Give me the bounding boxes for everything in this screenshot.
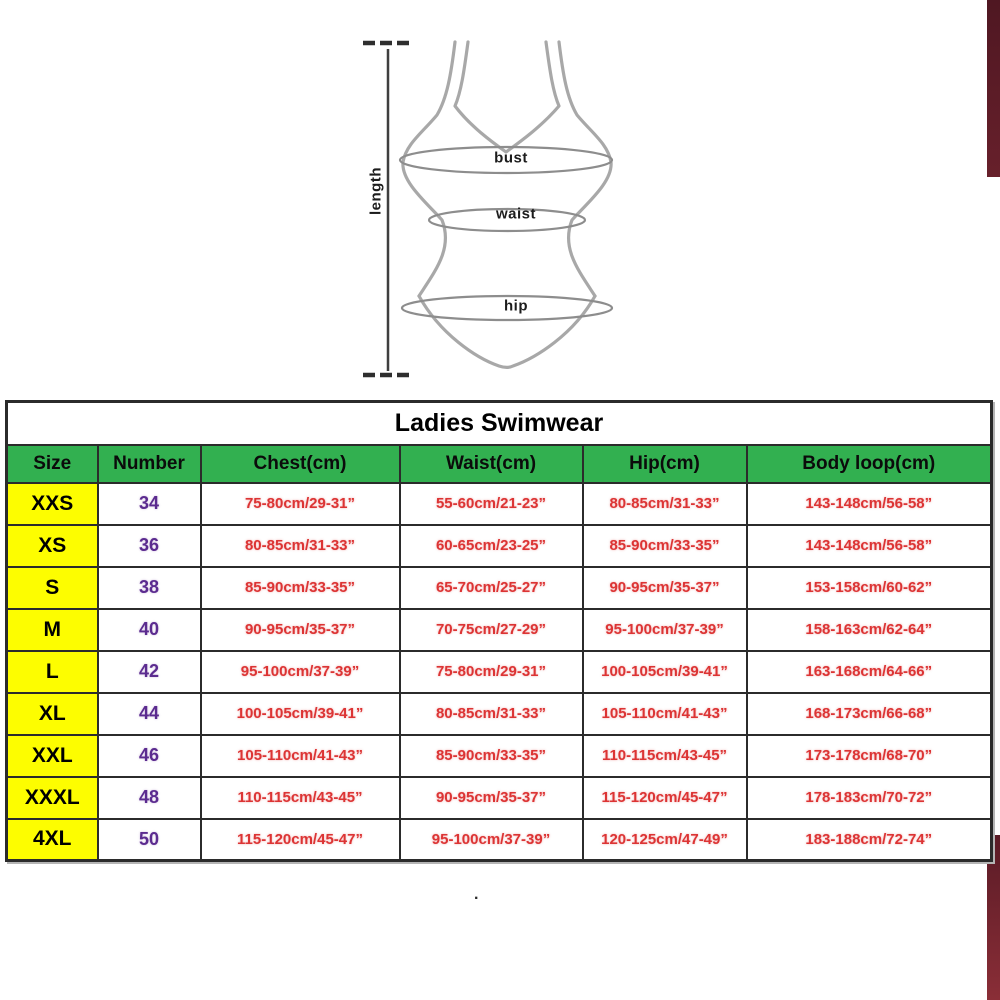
chest-cell: 115-120cm/45-47” <box>201 819 400 861</box>
table-row <box>7 651 992 693</box>
size-cell: XS <box>7 525 98 567</box>
table-row <box>7 819 992 861</box>
table-row <box>7 693 992 735</box>
number-cell: 48 <box>98 777 201 819</box>
waist-cell: 85-90cm/33-35” <box>400 735 583 777</box>
table-row <box>7 735 992 777</box>
bodyloop-cell: 183-188cm/72-74” <box>747 819 992 861</box>
bust-label: bust <box>494 149 528 167</box>
hip-cell: 115-120cm/45-47” <box>583 777 747 819</box>
hip-cell: 120-125cm/47-49” <box>583 819 747 861</box>
size-cell: M <box>7 609 98 651</box>
bodyloop-cell: 143-148cm/56-58” <box>747 483 992 525</box>
number-cell: 50 <box>98 819 201 861</box>
number-cell: 46 <box>98 735 201 777</box>
column-header-size: Size <box>7 445 98 483</box>
chest-cell: 85-90cm/33-35” <box>201 567 400 609</box>
bodyloop-cell: 168-173cm/66-68” <box>747 693 992 735</box>
table-header-row <box>7 445 992 483</box>
hip-cell: 100-105cm/39-41” <box>583 651 747 693</box>
number-cell: 44 <box>98 693 201 735</box>
waist-label: waist <box>495 205 537 223</box>
footnote-dot: . <box>474 886 479 903</box>
size-cell: S <box>7 567 98 609</box>
table-row <box>7 567 992 609</box>
chest-cell: 100-105cm/39-41” <box>201 693 400 735</box>
hip-cell: 110-115cm/43-45” <box>583 735 747 777</box>
chest-cell: 95-100cm/37-39” <box>201 651 400 693</box>
swimsuit-measurement-diagram <box>340 20 670 390</box>
hip-cell: 105-110cm/41-43” <box>583 693 747 735</box>
chest-cell: 105-110cm/41-43” <box>201 735 400 777</box>
number-cell: 38 <box>98 567 201 609</box>
column-header-chest: Chest(cm) <box>201 445 400 483</box>
number-cell: 40 <box>98 609 201 651</box>
column-header-bodyloop: Body loop(cm) <box>747 445 992 483</box>
size-table-body <box>7 483 992 861</box>
size-chart-table <box>5 400 993 862</box>
bodyloop-cell: 143-148cm/56-58” <box>747 525 992 567</box>
size-cell: XL <box>7 693 98 735</box>
hip-cell: 90-95cm/35-37” <box>583 567 747 609</box>
table-title-row <box>7 402 992 445</box>
size-cell: L <box>7 651 98 693</box>
table-title: Ladies Swimwear <box>7 402 992 445</box>
waist-cell: 55-60cm/21-23” <box>400 483 583 525</box>
waist-cell: 60-65cm/23-25” <box>400 525 583 567</box>
number-cell: 36 <box>98 525 201 567</box>
hip-cell: 95-100cm/37-39” <box>583 609 747 651</box>
photo-sliver-top-right <box>987 0 1000 177</box>
hip-cell: 85-90cm/33-35” <box>583 525 747 567</box>
waist-cell: 70-75cm/27-29” <box>400 609 583 651</box>
column-header-hip: Hip(cm) <box>583 445 747 483</box>
bodyloop-cell: 173-178cm/68-70” <box>747 735 992 777</box>
bodyloop-cell: 153-158cm/60-62” <box>747 567 992 609</box>
column-header-number: Number <box>98 445 201 483</box>
chest-cell: 80-85cm/31-33” <box>201 525 400 567</box>
column-header-waist: Waist(cm) <box>400 445 583 483</box>
size-cell: XXL <box>7 735 98 777</box>
size-cell: XXXL <box>7 777 98 819</box>
number-cell: 34 <box>98 483 201 525</box>
number-cell: 42 <box>98 651 201 693</box>
hip-label: hip <box>504 297 528 315</box>
waist-cell: 80-85cm/31-33” <box>400 693 583 735</box>
bodyloop-cell: 163-168cm/64-66” <box>747 651 992 693</box>
waist-cell: 90-95cm/35-37” <box>400 777 583 819</box>
table-row <box>7 609 992 651</box>
chest-cell: 110-115cm/43-45” <box>201 777 400 819</box>
size-cell: XXS <box>7 483 98 525</box>
chest-cell: 90-95cm/35-37” <box>201 609 400 651</box>
chest-cell: 75-80cm/29-31” <box>201 483 400 525</box>
length-label: length <box>367 167 385 215</box>
table-row <box>7 525 992 567</box>
table-row <box>7 777 992 819</box>
size-cell: 4XL <box>7 819 98 861</box>
waist-cell: 75-80cm/29-31” <box>400 651 583 693</box>
waist-cell: 95-100cm/37-39” <box>400 819 583 861</box>
table-row <box>7 483 992 525</box>
bodyloop-cell: 178-183cm/70-72” <box>747 777 992 819</box>
waist-cell: 65-70cm/25-27” <box>400 567 583 609</box>
swimsuit-neckline <box>455 42 559 152</box>
bodyloop-cell: 158-163cm/62-64” <box>747 609 992 651</box>
hip-cell: 80-85cm/31-33” <box>583 483 747 525</box>
